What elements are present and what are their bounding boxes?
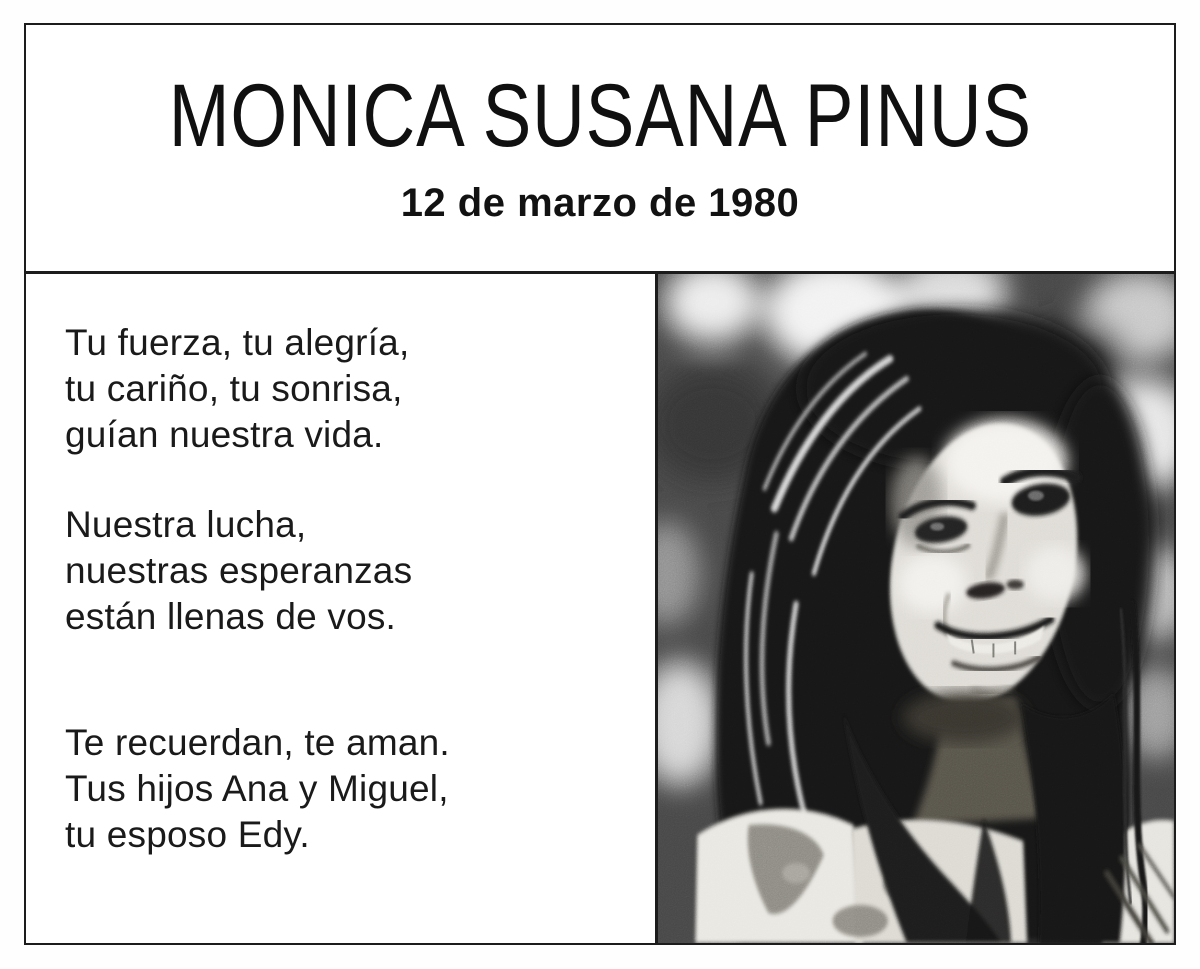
poem-line: Nuestra lucha, — [65, 504, 307, 545]
poem-line: tu cariño, tu sonrisa, — [65, 368, 403, 409]
poem-section — [26, 274, 655, 943]
poem-line: nuestras esperanzas — [65, 550, 413, 591]
poem-stanza-1 — [65, 320, 635, 458]
photo-grain-overlay — [658, 274, 1174, 943]
poem-line: Te recuerdan, te aman. — [65, 722, 450, 763]
poem-line: tu esposo Edy. — [65, 814, 310, 855]
poem-line: Tu fuerza, tu alegría, — [65, 322, 410, 363]
poem-line: están llenas de vos. — [65, 596, 397, 637]
poem-line: guían nuestra vida. — [65, 414, 384, 455]
page-title-text: MONICA SUSANA PINUS — [168, 65, 1032, 165]
poem-stanza-3 — [65, 720, 635, 858]
poem-line: Tus hijos Ana y Miguel, — [65, 768, 449, 809]
memorial-date: 12 de marzo de 1980 — [400, 181, 800, 225]
portrait-photo — [655, 274, 1174, 943]
poem-text — [65, 320, 635, 858]
poem-stanza-2 — [65, 502, 635, 640]
portrait-photo-illustration — [658, 274, 1174, 943]
header-section — [26, 25, 1174, 274]
page-title — [26, 65, 1174, 165]
memorial-card — [24, 23, 1176, 945]
